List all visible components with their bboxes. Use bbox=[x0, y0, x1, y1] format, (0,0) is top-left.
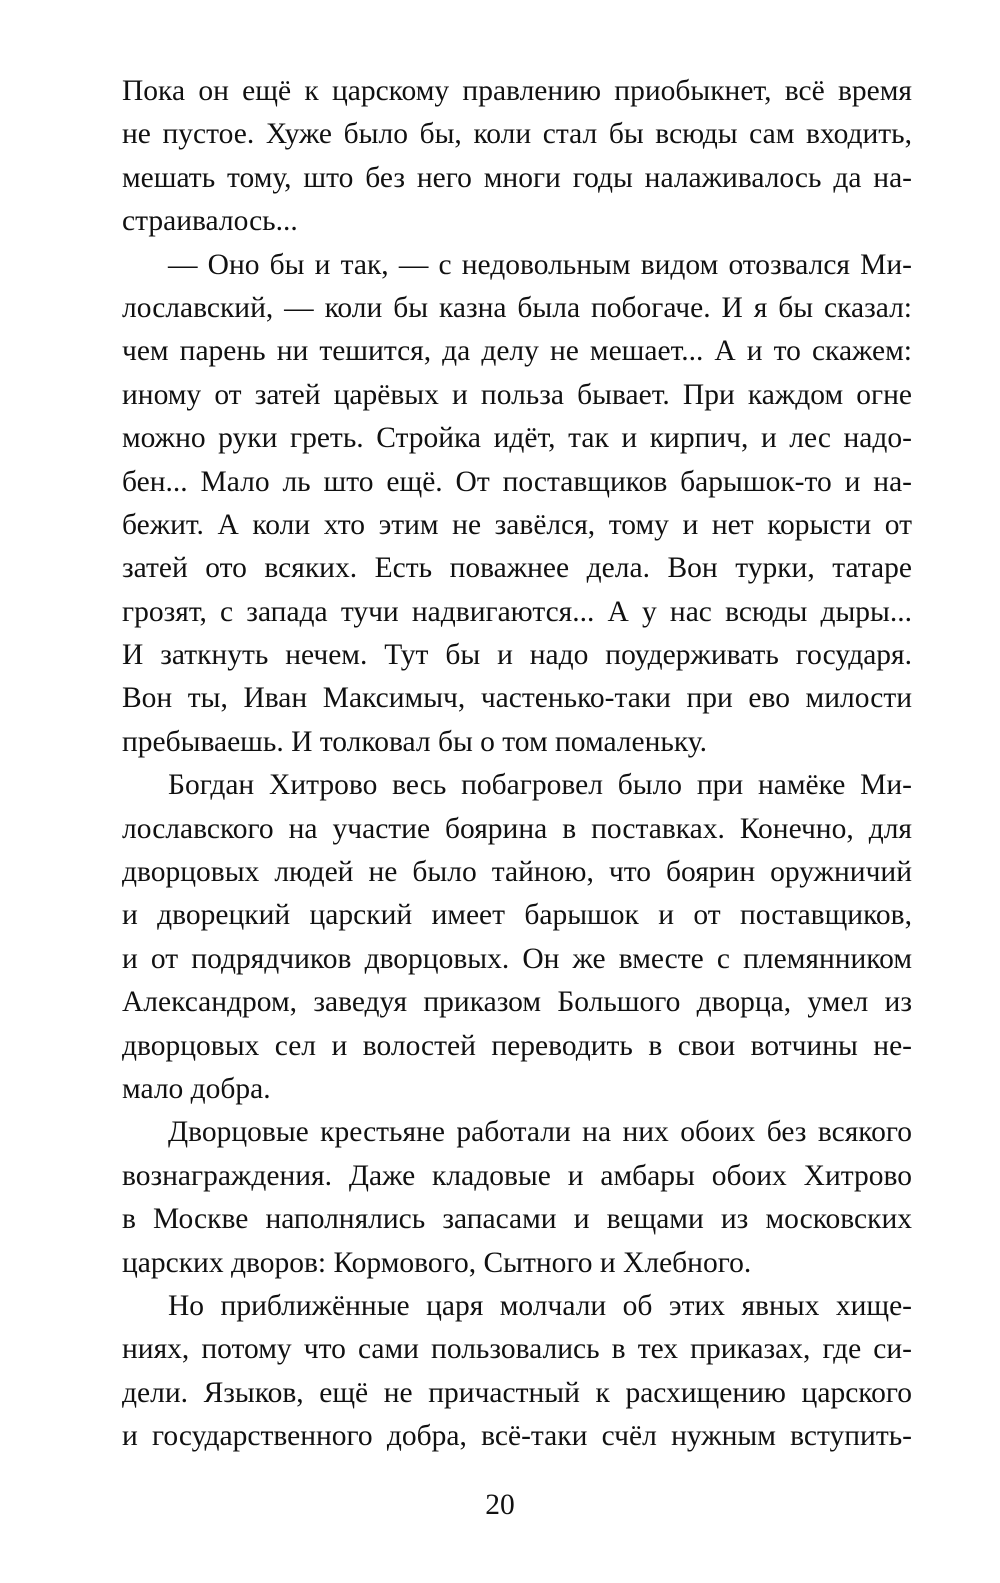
text-line: мало добра. bbox=[122, 1072, 271, 1105]
text-line: страивалось... bbox=[122, 205, 298, 238]
text-line: и дворецкий царский имеет барышок и от поставщиков, bbox=[122, 899, 912, 932]
page-number: 20 bbox=[485, 1489, 515, 1521]
text-line: дворцовых сел и волостей переводить в свои вотчины не- bbox=[122, 1029, 912, 1062]
text-line: и государственного добра, всё-таки счёл нужным вступить- bbox=[122, 1420, 912, 1453]
text-line: не пустое. Хуже было бы, коли стал бы всюды сам входить, bbox=[122, 118, 912, 151]
text-line: чем парень ни тешится, да делу не мешает... А и то скажем: bbox=[122, 335, 912, 368]
text-line: Александром, заведуя приказом Большого дворца, умел из bbox=[122, 986, 912, 1019]
text-line: бежит. А коли хто этим не завёлся, тому и нет корысти от bbox=[122, 508, 912, 541]
text-line: Но приближённые царя молчали об этих явных хище- bbox=[168, 1289, 912, 1322]
text-line: царских дворов: Кормового, Сытного и Хлебного. bbox=[122, 1246, 752, 1279]
text-line: лославского на участие боярина в поставках. Конечно, для bbox=[122, 812, 912, 845]
text-line: лославский, — коли бы казна была побогаче. И я бы сказал: bbox=[122, 291, 912, 324]
text-line: затей ото всяких. Есть поважнее дела. Вон турки, татаре bbox=[122, 552, 912, 585]
text-line: грозят, с запада тучи надвигаются... А у нас всюды дыры... bbox=[122, 595, 912, 628]
text-line: дели. Языков, ещё не причастный к расхищению царского bbox=[122, 1376, 912, 1409]
text-line: в Москве наполнялись запасами и вещами из московских bbox=[122, 1203, 912, 1236]
text-line: вознаграждения. Даже кладовые и амбары обоих Хитрово bbox=[122, 1159, 912, 1192]
text-line: Пока он ещё к царскому правлению приобыкнет, всё время bbox=[122, 75, 912, 107]
text-line: мешать тому, што без него многи годы налаживалось да на- bbox=[122, 161, 912, 194]
text-line: Дворцовые крестьяне работали на них обоих без всякого bbox=[168, 1116, 912, 1149]
text-line: — Оно бы и так, — с недовольным видом отозвался Ми- bbox=[168, 248, 912, 281]
text-line: И заткнуть нечем. Тут бы и надо поудерживать государя. bbox=[122, 639, 912, 672]
text-line: и от подрядчиков дворцовых. Он же вместе с племянником bbox=[122, 942, 912, 975]
text-line: иному от затей царёвых и польза бывает. При каждом огне bbox=[122, 378, 912, 411]
text-line: ниях, потому что сами пользовались в тех приказах, где си- bbox=[122, 1333, 912, 1366]
text-line: можно руки греть. Стройка идёт, так и кирпич, и лес надо- bbox=[122, 422, 912, 455]
page-text bbox=[122, 70, 912, 1459]
text-line: дворцовых людей не было тайною, что боярин оружничий bbox=[122, 856, 912, 889]
text-line: Вон ты, Иван Максимыч, частенько-таки при ево милости bbox=[122, 682, 912, 715]
text-line: бен... Мало ль што ещё. От поставщиков барышок-то и на- bbox=[122, 465, 912, 498]
text-line: Богдан Хитрово весь побагровел было при намёке Ми- bbox=[168, 769, 912, 802]
text-line: пребываешь. И толковал бы о том помаленьку. bbox=[122, 725, 707, 758]
